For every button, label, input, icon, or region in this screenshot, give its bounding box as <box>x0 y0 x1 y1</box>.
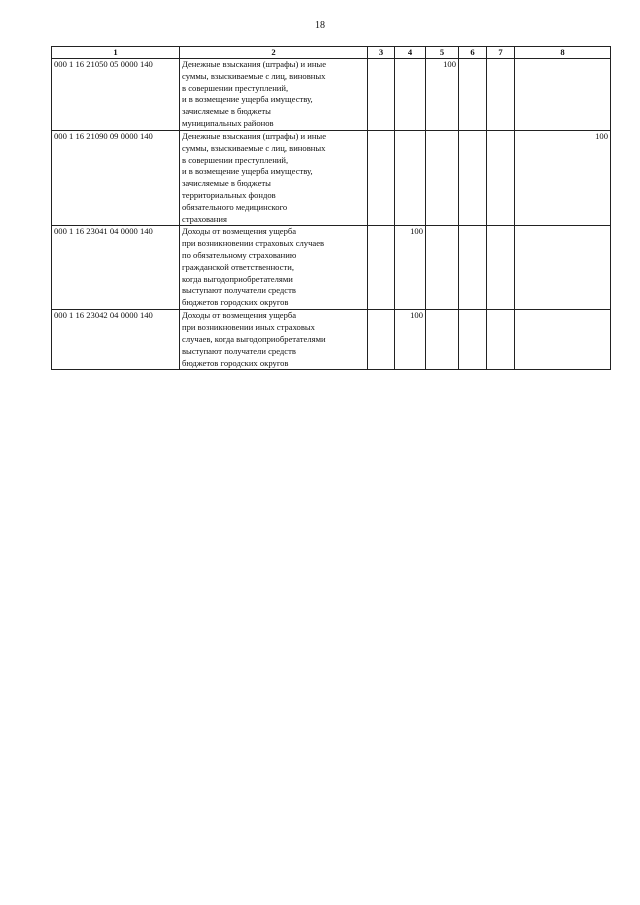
value-cell-7 <box>487 59 515 131</box>
revenue-allocation-table <box>51 46 611 370</box>
table-row <box>52 226 611 310</box>
value-cell-8: 100 <box>515 131 611 226</box>
description-cell: Денежные взыскания (штрафы) и иные суммы, взыскиваемые с лиц, виновных в совершении преступлений, и в возмещение ущерба имуществу, зачисляемые в бюджеты муниципальных районов <box>180 59 368 131</box>
header-row <box>52 47 611 59</box>
value-cell-6 <box>459 131 487 226</box>
budget-code-cell: 000 1 16 23041 04 0000 140 <box>52 226 180 310</box>
value-cell-7 <box>487 131 515 226</box>
column-header-1: 1 <box>52 47 180 59</box>
value-cell-8 <box>515 310 611 370</box>
budget-code-cell: 000 1 16 21050 05 0000 140 <box>52 59 180 131</box>
column-header-8: 8 <box>515 47 611 59</box>
value-cell-4: 100 <box>395 226 426 310</box>
column-header-2: 2 <box>180 47 368 59</box>
value-cell-4: 100 <box>395 310 426 370</box>
value-cell-7 <box>487 226 515 310</box>
column-header-5: 5 <box>426 47 459 59</box>
value-cell-8 <box>515 59 611 131</box>
table-row <box>52 59 611 131</box>
value-cell-3 <box>368 310 395 370</box>
table-row <box>52 310 611 370</box>
description-cell: Доходы от возмещения ущерба при возникновении иных страховых случаев, когда выгодоприобретателями выступают получатели средств бюджетов городских округов <box>180 310 368 370</box>
value-cell-3 <box>368 226 395 310</box>
value-cell-4 <box>395 131 426 226</box>
column-header-4: 4 <box>395 47 426 59</box>
column-header-3: 3 <box>368 47 395 59</box>
description-cell: Доходы от возмещения ущерба при возникновении страховых случаев по обязательному страхованию гражданской ответственности, когда выгодоприобретателями выступают получатели средств бюджетов городских округов <box>180 226 368 310</box>
value-cell-6 <box>459 59 487 131</box>
value-cell-5 <box>426 226 459 310</box>
table-row <box>52 131 611 226</box>
value-cell-3 <box>368 131 395 226</box>
value-cell-6 <box>459 310 487 370</box>
column-header-6: 6 <box>459 47 487 59</box>
value-cell-6 <box>459 226 487 310</box>
budget-code-cell: 000 1 16 21090 09 0000 140 <box>52 131 180 226</box>
budget-code-cell: 000 1 16 23042 04 0000 140 <box>52 310 180 370</box>
value-cell-5 <box>426 310 459 370</box>
value-cell-4 <box>395 59 426 131</box>
value-cell-5 <box>426 131 459 226</box>
description-cell: Денежные взыскания (штрафы) и иные суммы, взыскиваемые с лиц, виновных в совершении преступлений, и в возмещение ущерба имуществу, зачисляемые в бюджеты территориальных фондов обязательного медицинского страхования <box>180 131 368 226</box>
value-cell-7 <box>487 310 515 370</box>
value-cell-8 <box>515 226 611 310</box>
column-header-7: 7 <box>487 47 515 59</box>
value-cell-3 <box>368 59 395 131</box>
page-number: 18 <box>315 20 325 31</box>
value-cell-5: 100 <box>426 59 459 131</box>
